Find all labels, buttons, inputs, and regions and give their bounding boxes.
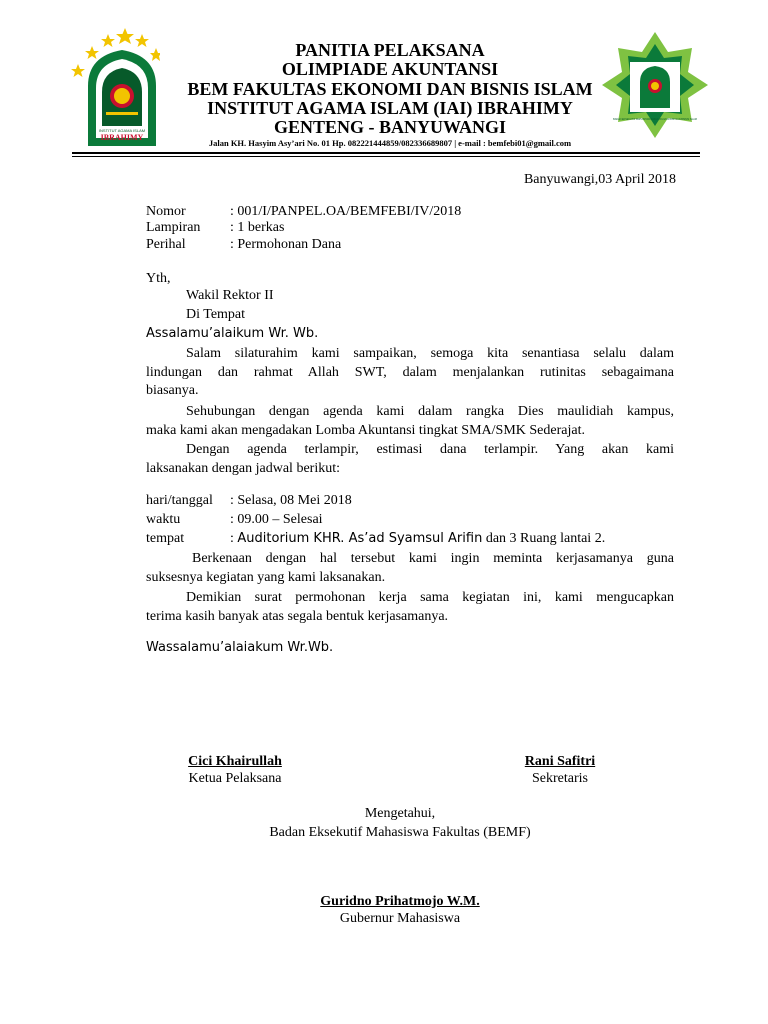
recipient-name: Wakil Rektor II — [186, 288, 274, 303]
paragraph-line: Dengan agenda terlampir, estimasi dana terlampir. Yang akan kami — [186, 442, 674, 457]
meta-value-lampiran: : 1 berkas — [230, 220, 285, 235]
acknowledge-label: Mengetahui, — [364, 806, 436, 821]
paragraph-1 — [146, 345, 674, 401]
paragraph-line: Salam silaturahim kami sampaikan, semoga kita senantiasa selalu dalam — [186, 346, 674, 361]
letterhead-line-4: INSTITUT AGAMA ISLAM (IAI) IBRAHIMY — [207, 98, 573, 118]
letterhead-divider — [72, 152, 700, 154]
signer-left-name: Cici Khairullah — [188, 754, 282, 769]
schedule-label-time: waktu — [146, 512, 181, 527]
paragraph-line: maka kami akan mengadakan Lomba Akuntansi tingkat SMA/SMK Sederajat. — [146, 422, 585, 438]
meta-value-perihal: : Permohonan Dana — [230, 237, 342, 252]
recipient-place: Di Tempat — [186, 307, 246, 322]
signer-bottom-name: Guridno Prihatmojo W.M. — [320, 894, 480, 909]
paragraph-line: suksesnya kegiatan yang kami laksanakan. — [146, 569, 386, 585]
schedule-place-venue: Auditorium KHR. As’ad Syamsul Arifin — [237, 531, 483, 546]
svg-text:IBRAHIMY: IBRAHIMY — [100, 133, 144, 142]
schedule-label-date: hari/tanggal — [146, 493, 213, 508]
paragraph-line: Demikian surat permohonan kerja sama kegiatan ini, kami mengucapkan — [186, 590, 674, 605]
schedule-value-place — [230, 530, 605, 548]
salam-close: Wassalamu’alaiakum Wr.Wb. — [146, 640, 334, 655]
paragraph-line: lindungan dan rahmat Allah SWT, dalam menjalankan rutinitas sebagaimana — [146, 364, 674, 380]
star-icon — [116, 28, 134, 44]
signer-left-role: Ketua Pelaksana — [188, 771, 282, 786]
star-icon — [71, 64, 85, 77]
letterhead-address: Jalan KH. Hasyim Asy’ari No. 01 Hp. 082221444859/082336689807 | e-mail : bemfebi01@gmail.com — [208, 138, 572, 148]
paragraph-5 — [146, 589, 674, 626]
star-icon — [101, 34, 115, 47]
meta-label-lampiran: Lampiran — [146, 220, 201, 235]
salam-open: Assalamu’alaikum Wr. Wb. — [146, 326, 319, 341]
signer-right-role: Sekretaris — [532, 771, 588, 786]
star-icon — [85, 46, 99, 59]
svg-text:BADAN EKSEKUTIF MAHASISWA FAKU: BADAN EKSEKUTIF MAHASISWA FAKULTAS EKONOMI DAN BISNIS ISLAM — [613, 118, 697, 121]
paragraph-4 — [146, 550, 674, 587]
signer-right-name: Rani Safitri — [524, 754, 596, 769]
acknowledge-org: Badan Eksekutif Mahasiswa Fakultas (BEMF) — [269, 825, 531, 840]
paragraph-2 — [146, 403, 674, 440]
svg-text:INSTITUT AGAMA ISLAM: INSTITUT AGAMA ISLAM — [98, 128, 146, 133]
star-icon — [135, 34, 149, 47]
signer-bottom-role: Gubernur Mahasiswa — [339, 911, 461, 926]
meta-label-nomor: Nomor — [146, 204, 186, 219]
paragraph-line: laksanakan dengan jadwal berikut: — [146, 460, 340, 476]
schedule-value-time: : 09.00 – Selesai — [230, 512, 323, 527]
letterhead-line-2: OLIMPIADE AKUNTANSI — [281, 59, 499, 79]
institute-logo — [70, 26, 160, 151]
schedule-value-date: : Selasa, 08 Mei 2018 — [230, 493, 352, 508]
schedule-place-suffix: dan 3 Ruang lantai 2. — [482, 531, 606, 546]
schedule-place-prefix: : — [230, 531, 238, 546]
letterhead-divider-thin — [72, 156, 700, 157]
schedule-label-place: tempat — [146, 531, 185, 546]
paragraph-line: Sehubungan dengan agenda kami dalam rangka Dies maulidiah kampus, — [186, 404, 674, 419]
place-date: Banyuwangi,03 April 2018 — [523, 172, 676, 187]
recipient-greeting: Yth, — [146, 271, 171, 286]
paragraph-line: Berkenaan dengan hal tersebut kami ingin meminta kerjasamanya guna — [192, 551, 674, 566]
letterhead-line-1: PANITIA PELAKSANA — [295, 40, 485, 60]
letterhead-line-5: GENTENG - BANYUWANGI — [273, 117, 507, 137]
meta-label-perihal: Perihal — [146, 237, 186, 252]
paragraph-line: biasanya. — [146, 383, 199, 398]
meta-value-nomor: : 001/I/PANPEL.OA/BEMFEBI/IV/2018 — [230, 204, 462, 219]
paragraph-3 — [146, 441, 674, 478]
paragraph-line: terima kasih banyak atas segala bentuk kerjasamanya. — [146, 608, 449, 624]
letterhead-line-3: BEM FAKULTAS EKONOMI DAN BISNIS ISLAM — [187, 79, 593, 99]
